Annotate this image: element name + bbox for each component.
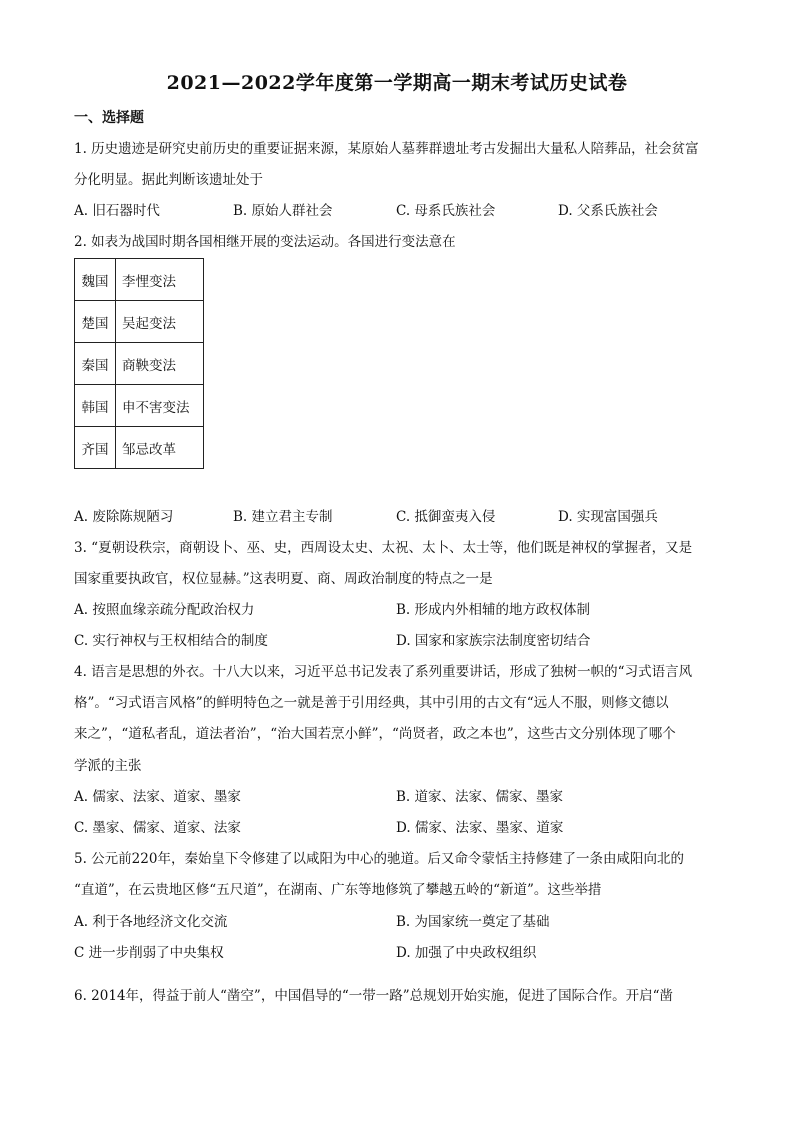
- q4-option-a[interactable]: A. 儒家、法家、道家、墨家: [74, 789, 241, 805]
- table-row: [75, 385, 204, 427]
- q3-option-a[interactable]: A. 按照血缘亲疏分配政治权力: [74, 602, 255, 618]
- table-cell-reform: 吴起变法: [116, 301, 204, 343]
- table-cell-reform: 李悝变法: [116, 259, 204, 301]
- q5-option-d[interactable]: D. 加强了中央政权组织: [396, 945, 537, 961]
- q2-option-c[interactable]: C. 抵御蛮夷入侵: [396, 509, 496, 525]
- table-cell-reform: 申不害变法: [116, 385, 204, 427]
- table-cell-reform: 邹忌改革: [116, 427, 204, 469]
- q2-option-a[interactable]: A. 废除陈规陋习: [74, 509, 174, 525]
- q4-stem-line-4: 学派的主张: [74, 758, 142, 774]
- section-heading: 一、选择题: [74, 110, 144, 126]
- q2-option-b[interactable]: B. 建立君主专制: [233, 509, 333, 525]
- q4-stem-line-3: 来之”，“道私者乱，道法者治”，“治大国若烹小鲜”，“尚贤者，政之本也”，这些古文分别体现了哪个: [74, 726, 676, 742]
- q5-option-c[interactable]: C 进一步削弱了中央集权: [74, 945, 224, 961]
- q1-option-b[interactable]: B. 原始人群社会: [233, 203, 333, 219]
- q4-option-d[interactable]: D. 儒家、法家、墨家、道家: [396, 820, 564, 836]
- q1-option-a[interactable]: A. 旧石器时代: [74, 203, 160, 219]
- table-cell-state: 齐国: [75, 427, 116, 469]
- q3-option-d[interactable]: D. 国家和家族宗法制度密切结合: [396, 633, 591, 649]
- q3-stem-line-2: 国家重要执政官，权位显赫。”这表明夏、商、周政治制度的特点之一是: [74, 571, 493, 587]
- q1-option-c[interactable]: C. 母系氏族社会: [396, 203, 496, 219]
- q5-option-b[interactable]: B. 为国家统一奠定了基础: [396, 914, 550, 930]
- table-cell-state: 魏国: [75, 259, 116, 301]
- q5-option-a[interactable]: A. 利于各地经济文化交流: [74, 914, 228, 930]
- q2-option-d[interactable]: D. 实现富国强兵: [558, 509, 658, 525]
- q5-stem-line-2: “直道”，在云贵地区修“五尺道”，在湖南、广东等地修筑了攀越五岭的“新道”。这些举措: [74, 882, 602, 898]
- table-row: [75, 343, 204, 385]
- table-cell-state: 秦国: [75, 343, 116, 385]
- q1-stem-line-2: 分化明显。据此判断该遗址处于: [74, 172, 263, 188]
- reform-table: [74, 258, 204, 469]
- q4-stem-line-1: 4. 语言是思想的外衣。十八大以来，习近平总书记发表了系列重要讲话，形成了独树一帜的“习式语言风: [74, 664, 693, 680]
- q3-option-c[interactable]: C. 实行神权与王权相结合的制度: [74, 633, 268, 649]
- table-row: [75, 301, 204, 343]
- q6-stem-line-1: 6. 2014年，得益于前人“凿空”，中国倡导的“一带一路”总规划开始实施，促进了国际合作。开启“凿: [74, 988, 674, 1004]
- q1-option-d[interactable]: D. 父系氏族社会: [558, 203, 658, 219]
- q4-stem-line-2: 格”。“习式语言风格”的鲜明特色之一就是善于引用经典，其中引用的古文有“远人不服，则修文德以: [74, 695, 669, 711]
- table-cell-state: 韩国: [75, 385, 116, 427]
- table-row: [75, 427, 204, 469]
- table-cell-reform: 商鞅变法: [116, 343, 204, 385]
- q5-stem-line-1: 5. 公元前220年，秦始皇下令修建了以咸阳为中心的驰道。后又命令蒙恬主持修建了一条由咸阳向北的: [74, 851, 684, 867]
- table-cell-state: 楚国: [75, 301, 116, 343]
- q4-option-c[interactable]: C. 墨家、儒家、道家、法家: [74, 820, 241, 836]
- q3-option-b[interactable]: B. 形成内外相辅的地方政权体制: [396, 602, 591, 618]
- q3-stem-line-1: 3. “夏朝设秩宗，商朝设卜、巫、史，西周设太史、太祝、太卜、太士等，他们既是神权的掌握者，又是: [74, 540, 693, 556]
- q4-option-b[interactable]: B. 道家、法家、儒家、墨家: [396, 789, 564, 805]
- q1-stem-line-1: 1. 历史遗迹是研究史前历史的重要证据来源，某原始人墓葬群遗址考古发掘出大量私人陪葬品，社会贫富: [74, 141, 699, 157]
- exam-title: 2021—2022学年度第一学期高一期末考试历史试卷: [166, 72, 628, 94]
- q2-stem-line-1: 2. 如表为战国时期各国相继开展的变法运动。各国进行变法意在: [74, 234, 456, 250]
- table-row: [75, 259, 204, 301]
